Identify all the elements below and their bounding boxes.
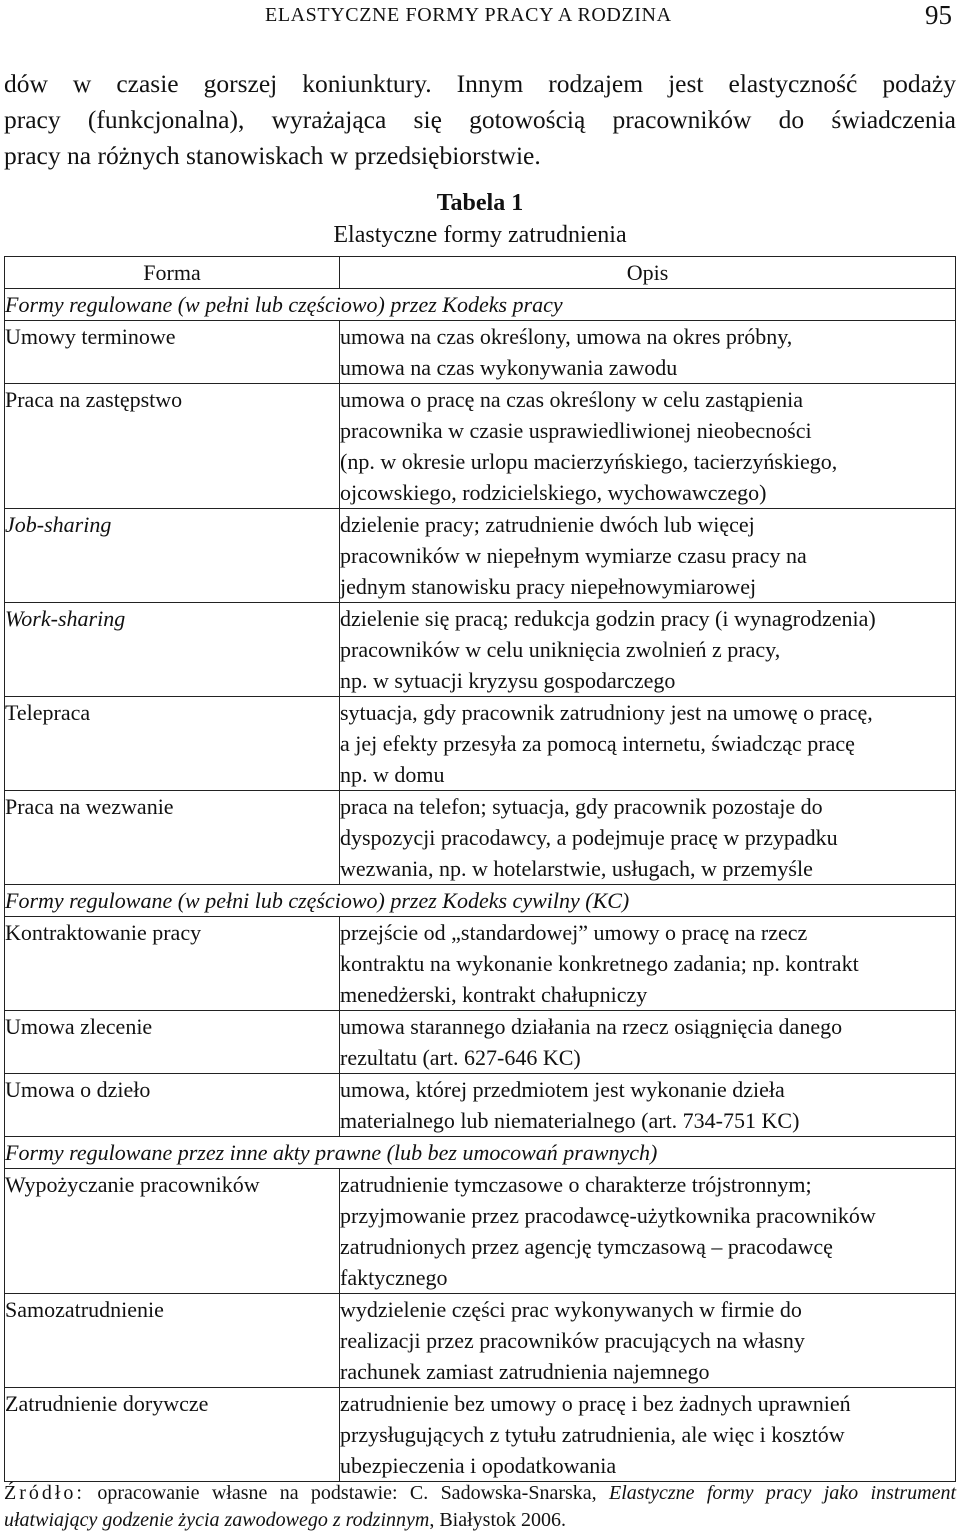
description-line: ubezpieczenia i opodatkowania <box>340 1453 617 1478</box>
form-name-cell: Telepraca <box>5 697 340 791</box>
form-name-cell: Wypożyczanie pracowników <box>5 1169 340 1294</box>
description-line: dyspozycji pracodawcy, a podejmuje pracę w przypadku <box>340 825 838 850</box>
section-heading-row <box>5 289 956 321</box>
description-line: pracowników w celu uniknięcia zwolnień z pracy, <box>340 637 781 662</box>
form-description-cell <box>340 1294 956 1388</box>
form-name-cell: Samozatrudnienie <box>5 1294 340 1388</box>
intro-line: pracy na różnych stanowiskach w przedsiębiorstwie. <box>4 141 541 170</box>
form-description-cell <box>340 697 956 791</box>
description-line: umowa na czas określony, umowa na okres próbny, <box>340 324 793 349</box>
form-name-cell: Umowa o dzieło <box>5 1074 340 1137</box>
form-description-cell <box>340 321 956 384</box>
description-line: rezultatu (art. 627-646 KC) <box>340 1045 581 1070</box>
section-heading: Formy regulowane (w pełni lub częściowo) przez Kodeks cywilny (KC) <box>5 885 956 917</box>
source-note <box>4 1480 956 1534</box>
intro-paragraph <box>4 66 956 174</box>
table-row <box>5 791 956 885</box>
form-name-cell: Work-sharing <box>5 603 340 697</box>
table-body <box>5 289 956 1482</box>
description-line: umowa starannego działania na rzecz osiągnięcia danego <box>340 1014 843 1039</box>
form-name-cell: Kontraktowanie pracy <box>5 917 340 1011</box>
table-row <box>5 697 956 791</box>
column-header-opis: Opis <box>340 257 956 289</box>
column-header-forma: Forma <box>5 257 340 289</box>
description-line: jednym stanowisku pracy niepełnowymiarowej <box>340 574 757 599</box>
form-description-cell <box>340 917 956 1011</box>
table-row <box>5 603 956 697</box>
form-description-cell <box>340 509 956 603</box>
form-description-cell <box>340 1388 956 1482</box>
description-line: menedżerski, kontrakt chałupniczy <box>340 982 648 1007</box>
description-line: zatrudnienie tymczasowe o charakterze trójstronnym; <box>340 1172 812 1197</box>
description-line: przejście od „standardowej” umowy o pracę na rzecz <box>340 920 808 945</box>
section-heading: Formy regulowane przez inne akty prawne (lub bez umocowań prawnych) <box>5 1137 956 1169</box>
form-name-cell: Umowy terminowe <box>5 321 340 384</box>
form-description-cell <box>340 1074 956 1137</box>
form-description-cell <box>340 384 956 509</box>
form-name-cell: Job-sharing <box>5 509 340 603</box>
description-line: a jej efekty przesyła za pomocą internetu, świadcząc pracę <box>340 731 855 756</box>
description-line: rachunek zamiast zatrudnienia najemnego <box>340 1359 710 1384</box>
table-row <box>5 321 956 384</box>
form-description-cell <box>340 791 956 885</box>
description-line: (np. w okresie urlopu macierzyńskiego, tacierzyńskiego, <box>340 449 838 474</box>
description-line: ojcowskiego, rodzicielskiego, wychowawczego) <box>340 480 767 505</box>
source-title-part-1: Elastyczne formy pracy jako instrument <box>609 1482 957 1504</box>
table-row <box>5 1011 956 1074</box>
description-line: realizacji przez pracowników pracujących na własny <box>340 1328 805 1353</box>
form-name-cell: Zatrudnienie dorywcze <box>5 1388 340 1482</box>
description-line: umowa, której przedmiotem jest wykonanie dzieła <box>340 1077 785 1102</box>
description-line: pracowników w niepełnym wymiarze czasu pracy na <box>340 543 807 568</box>
page-number: 95 <box>925 0 952 30</box>
description-line: umowa na czas wykonywania zawodu <box>340 355 678 380</box>
section-heading-row <box>5 885 956 917</box>
form-description-cell <box>340 603 956 697</box>
table-row <box>5 1074 956 1137</box>
description-line: przysługujących z tytułu zatrudnienia, ale więc i kosztów <box>340 1422 845 1447</box>
source-line-2 <box>4 1507 956 1534</box>
description-line: faktycznego <box>340 1265 448 1290</box>
table-row <box>5 917 956 1011</box>
source-title-part-2: ułatwiający godzenie życia zawodowego z rodzinnym <box>4 1509 430 1531</box>
description-line: sytuacja, gdy pracownik zatrudniony jest na umowę o pracę, <box>340 700 873 725</box>
section-heading: Formy regulowane (w pełni lub częściowo) przez Kodeks pracy <box>5 289 956 321</box>
intro-line: pracy (funkcjonalna), wyrażająca się gotowością pracowników do świadczenia <box>4 105 956 134</box>
description-line: zatrudnionych przez agencję tymczasową – pracodawcę <box>340 1234 833 1259</box>
table-row <box>5 1169 956 1294</box>
description-line: dzielenie pracy; zatrudnienie dwóch lub więcej <box>340 512 755 537</box>
employment-forms-table <box>4 256 956 1482</box>
table-row <box>5 509 956 603</box>
running-header <box>0 2 960 32</box>
description-line: np. w domu <box>340 762 445 787</box>
source-line-1 <box>4 1480 956 1507</box>
source-text: opracowanie własne na podstawie: C. Sadowska-Snarska, <box>97 1482 597 1504</box>
description-line: zatrudnienie bez umowy o pracę i bez żadnych uprawnień <box>340 1391 851 1416</box>
description-line: umowa o pracę na czas określony w celu zastąpienia <box>340 387 804 412</box>
description-line: pracownika w czasie usprawiedliwionej nieobecności <box>340 418 812 443</box>
description-line: wydzielenie części prac wykonywanych w firmie do <box>340 1297 802 1322</box>
description-line: materialnego lub niematerialnego (art. 734-751 KC) <box>340 1108 800 1133</box>
table-row <box>5 384 956 509</box>
section-heading-row <box>5 1137 956 1169</box>
form-name-cell: Umowa zlecenie <box>5 1011 340 1074</box>
source-label: Źródło: <box>4 1482 85 1504</box>
description-line: przyjmowanie przez pracodawcę-użytkownika pracowników <box>340 1203 876 1228</box>
table-row <box>5 1388 956 1482</box>
form-name-cell: Praca na zastępstwo <box>5 384 340 509</box>
description-line: dzielenie się pracą; redukcja godzin pracy (i wynagrodzenia) <box>340 606 876 631</box>
intro-line: dów w czasie gorszej koniunktury. Innym rodzajem jest elastyczność podaży <box>4 69 956 98</box>
table-title: Elastyczne formy zatrudnienia <box>333 222 627 248</box>
description-line: wezwania, np. w hotelarstwie, usługach, w przemyśle <box>340 856 813 881</box>
description-line: np. w sytuacji kryzysu gospodarczego <box>340 668 676 693</box>
form-name-cell: Praca na wezwanie <box>5 791 340 885</box>
running-title: ELASTYCZNE FORMY PRACY A RODZINA <box>265 4 672 26</box>
form-description-cell <box>340 1169 956 1294</box>
description-line: praca na telefon; sytuacja, gdy pracownik pozostaje do <box>340 794 823 819</box>
description-line: kontraktu na wykonanie konkretnego zadania; np. kontrakt <box>340 951 859 976</box>
table-label: Tabela 1 <box>436 190 524 216</box>
source-publication: , Białystok 2006. <box>429 1509 567 1531</box>
table-row <box>5 1294 956 1388</box>
form-description-cell <box>340 1011 956 1074</box>
table-header-row <box>5 257 956 289</box>
